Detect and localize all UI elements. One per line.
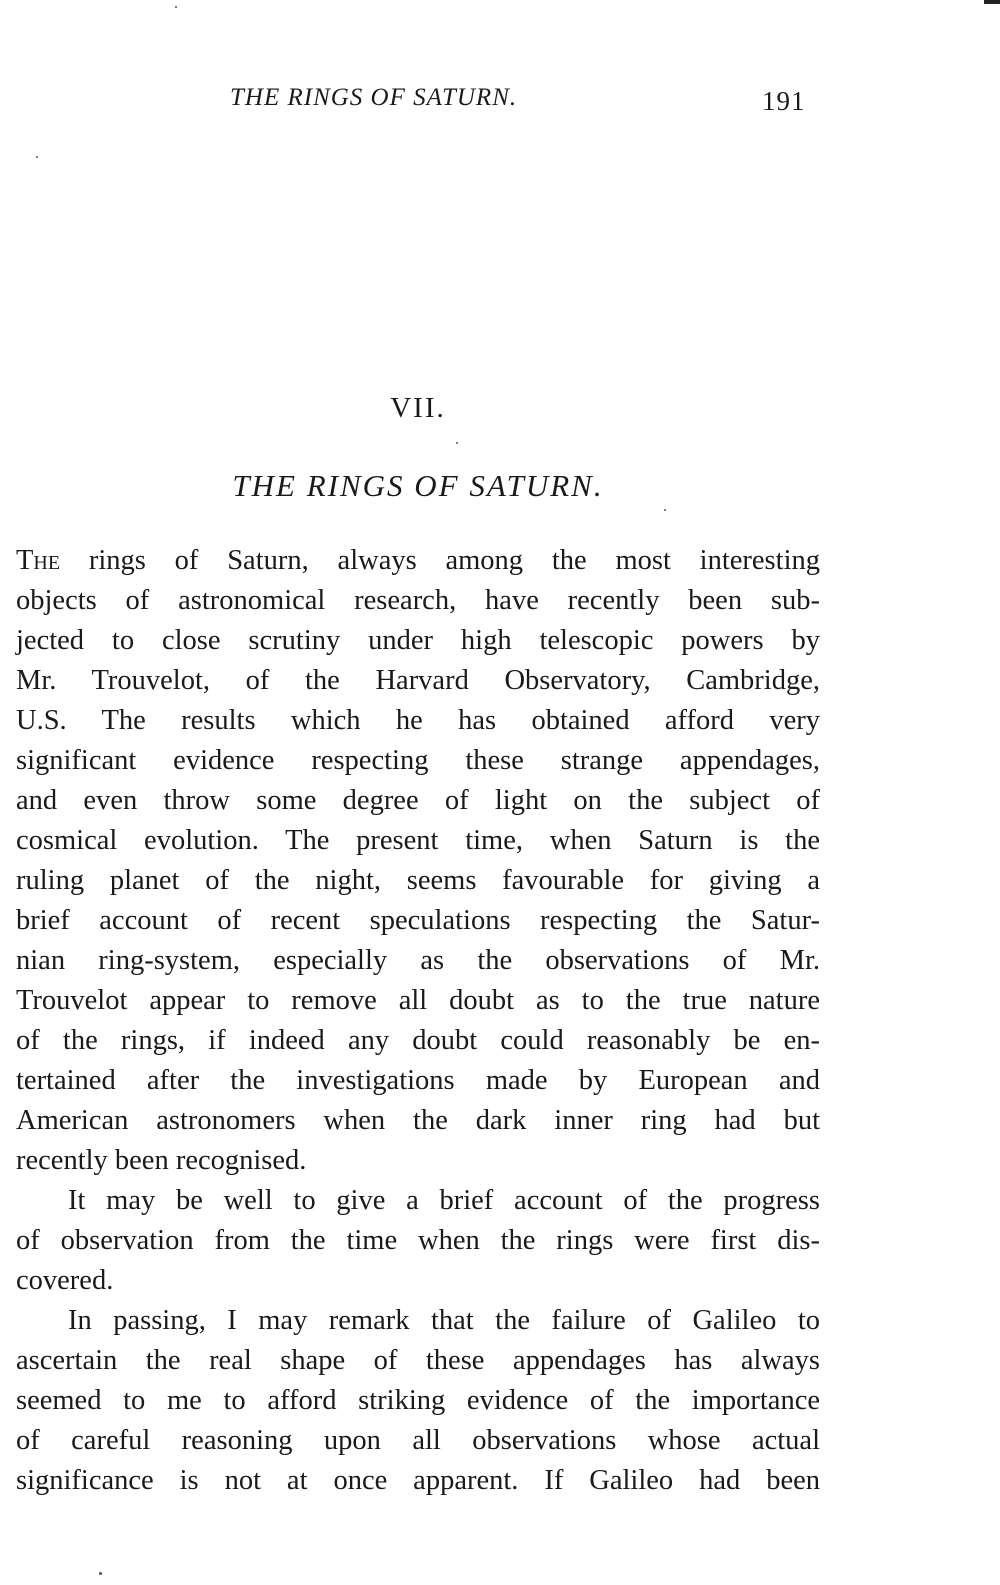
text-line: recently been recognised. <box>16 1145 307 1176</box>
running-head: THE RINGS OF SATURN. <box>230 84 518 111</box>
line-text: rings of Saturn, always among the most interesting <box>60 545 820 576</box>
text-line: American astronomers when the dark inner ring had but <box>16 1105 820 1136</box>
scan-speck <box>99 1572 102 1575</box>
text-line: Trouvelot appear to remove all doubt as to the true nature <box>16 985 820 1016</box>
chapter-title: THE RINGS OF SATURN. <box>232 468 604 503</box>
text-line: significance is not at once apparent. If Galileo had been <box>16 1465 820 1496</box>
scan-speck <box>664 509 666 511</box>
text-line: of observation from the time when the rings were first dis- <box>16 1225 820 1256</box>
text-line: significant evidence respecting these strange appendages, <box>16 745 820 776</box>
text-line: covered. <box>16 1265 114 1296</box>
text-line: jected to close scrutiny under high telescopic powers by <box>16 625 820 656</box>
text-line: tertained after the investigations made by European and <box>16 1065 820 1096</box>
text-line: ruling planet of the night, seems favourable for giving a <box>16 865 820 896</box>
text-line: brief account of recent speculations respecting the Satur- <box>16 905 820 936</box>
text-line: and even throw some degree of light on the subject of <box>16 785 820 816</box>
text-line: objects of astronomical research, have recently been sub- <box>16 585 820 616</box>
text-line: Mr. Trouvelot, of the Harvard Observatory, Cambridge, <box>16 665 820 696</box>
text-line: ascertain the real shape of these appendages has always <box>16 1345 820 1376</box>
text-line: of the rings, if indeed any doubt could reasonably be en- <box>16 1025 820 1056</box>
text-line: U.S. The results which he has obtained afford very <box>16 705 820 736</box>
text-line: of careful reasoning upon all observations whose actual <box>16 1425 820 1456</box>
text-line <box>16 541 820 581</box>
lead-word: The <box>16 545 61 576</box>
scan-speck <box>456 442 458 444</box>
page-number: 191 <box>762 86 806 116</box>
text-line: In passing, I may remark that the failure of Galileo to <box>68 1305 820 1336</box>
scan-speck <box>36 156 38 158</box>
text-line: seemed to me to afford striking evidence of the importance <box>16 1385 820 1416</box>
text-line: nian ring-system, especially as the observations of Mr. <box>16 945 820 976</box>
chapter-number: VII. <box>390 392 446 424</box>
text-line: It may be well to give a brief account of the progress <box>68 1185 820 1216</box>
text-line: cosmical evolution. The present time, when Saturn is the <box>16 825 820 856</box>
page-edge-mark <box>984 0 1000 4</box>
body-text <box>16 541 820 1501</box>
scan-speck <box>175 6 177 8</box>
